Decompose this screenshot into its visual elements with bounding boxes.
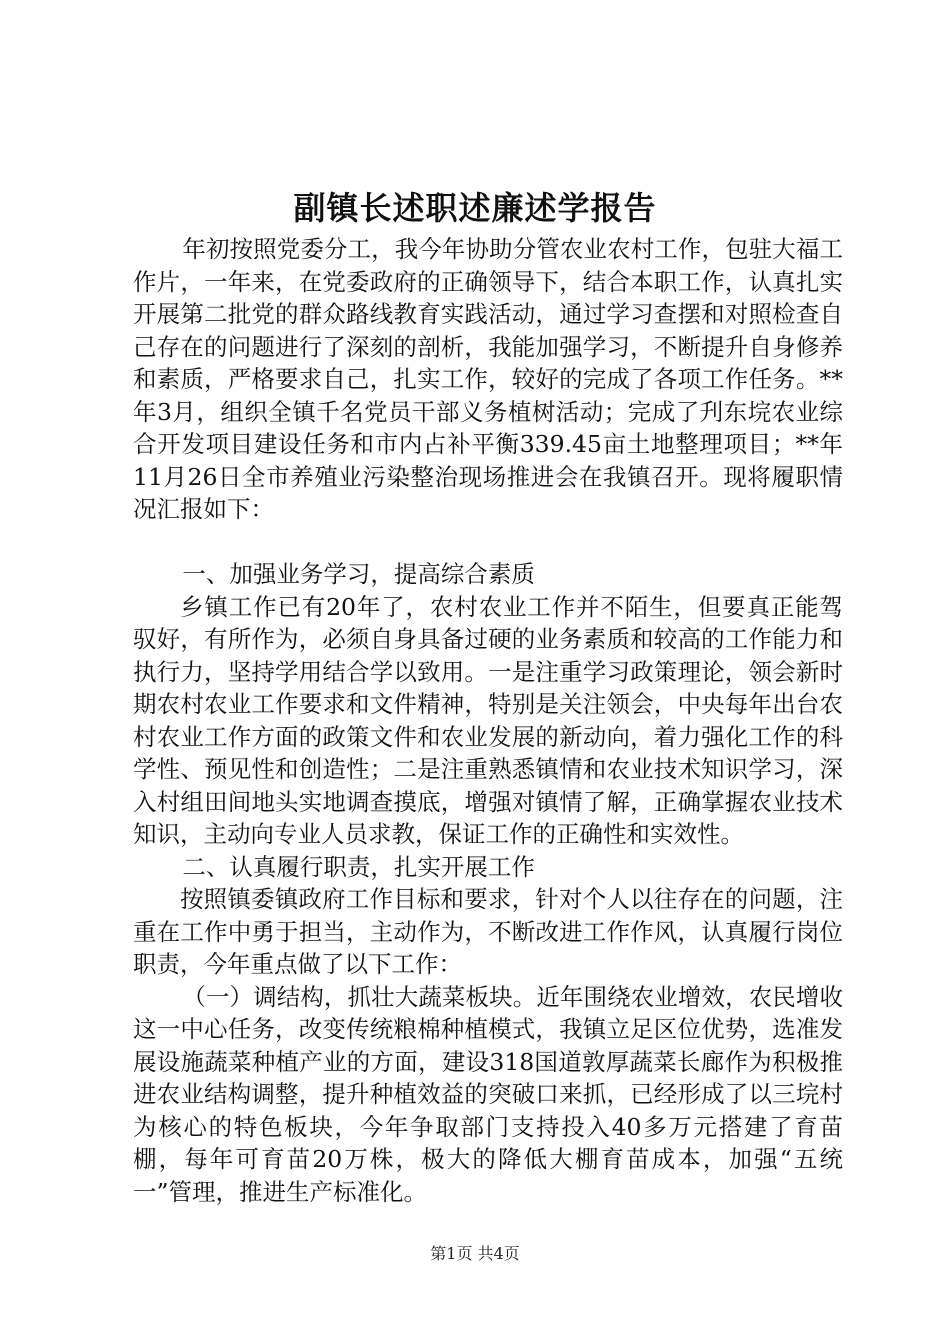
document-title: 副镇长述职述廉述学报告 [293, 189, 657, 227]
section-heading-2: 二、认真履行职责，扎实开展工作 [182, 852, 535, 881]
intro-paragraph: 年初按照党委分工，我今年协助分管农业农村工作，包驻大福工作片，一年来，在党委政府的正确领导下，结合本职工作，认真扎实开展第二批党的群众路线教育实践活动，通过学习查摆和对照检查自己存在的问题进行了深刻的剖析，我能加强学习，不断提升自身修养和素质，严格要求自己，扎实工作，较好的完成了各项工作任务。**年3月，组织全镇千名党员干部义务植树活动；完成了刋东垸农业综合开发项目建设任务和市内占补平衡339.45亩土地整理项目；**年11月26日全市养殖业污染整治现场推进会在我镇召开。现将履职情况汇报如下： [133, 235, 843, 523]
subsection-1-paragraph: （一）调结构，抓壮大蔬菜板块。近年围绕农业增效，农民增收这一中心任务，改变传统粮棉种植模式，我镇立足区位优势，选准发展设施蔬菜种植产业的方面，建设318国道敦厚蔬菜长廊作为积极推进农业结构调整，提升种植效益的突破口来抓，已经形成了以三垸村为核心的特色板块，今年争取部门支持投入40多万元搭建了育苗棚，每年可育苗20万株，极大的降低大棚育苗成本，加强“五统一”管理，推进生产标准化。 [133, 982, 843, 1206]
section-2-paragraph: 按照镇委镇政府工作目标和要求，针对个人以往存在的问题，注重在工作中勇于担当，主动作为，不断改进工作作风，认真履行岗位职责，今年重点做了以下工作： [133, 885, 843, 978]
page-footer: 第1页 共4页 [430, 1244, 520, 1263]
document-body [133, 233, 843, 1208]
section-1-paragraph: 乡镇工作已有20年了，农村农业工作并不陌生，但要真正能驾驭好，有所作为，必须自身具备过硬的业务素质和较高的工作能力和执行力，坚持学用结合学以致用。一是注重学习政策理论，领会新时期农村农业工作要求和文件精神，特别是关注领会，中央每年出台农村农业工作方面的政策文件和农业发展的新动向，着力强化工作的科学性、预见性和创造性；二是注重熟悉镇情和农业技术知识学习，深入村组田间地头实地调查摸底，增强对镇情了解，正确掌握农业技术知识，主动向专业人员求教，保证工作的正确性和实效性。 [133, 592, 843, 848]
paragraph-spacer [133, 526, 843, 559]
section-heading-1: 一、加强业务学习，提高综合素质 [182, 560, 535, 588]
